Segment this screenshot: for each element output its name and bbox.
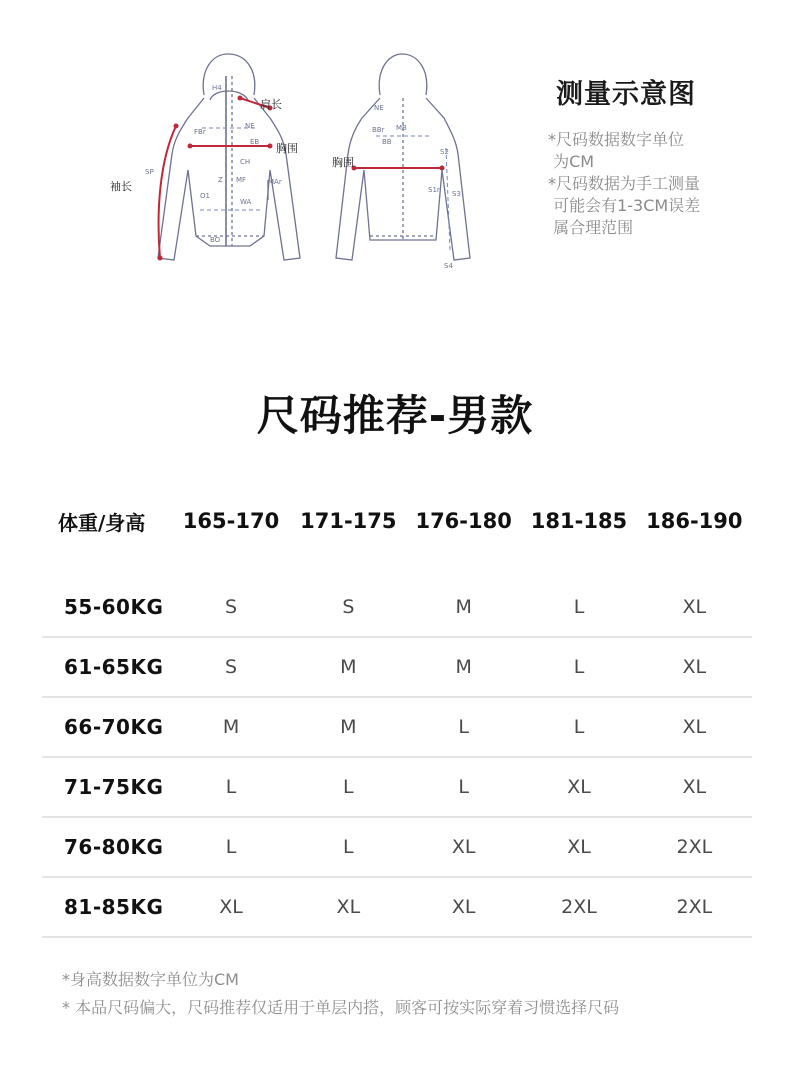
size-cell: M xyxy=(455,596,472,618)
table-row xyxy=(42,878,752,938)
size-cell: L xyxy=(573,716,585,738)
svg-text:S3: S3 xyxy=(452,190,461,198)
measurement-diagram xyxy=(100,40,480,280)
header-height: 186-190 xyxy=(646,509,743,533)
size-cell: M xyxy=(455,656,472,678)
size-cell: L xyxy=(458,776,469,798)
size-cell: M xyxy=(222,716,240,738)
chest-label-front: 胸围 xyxy=(276,142,298,155)
row-weight: 81-85KG xyxy=(64,895,164,919)
svg-text:BBr: BBr xyxy=(372,126,385,134)
table-body xyxy=(42,578,752,938)
row-weight: 66-70KG xyxy=(64,715,164,739)
legend-note: *尺码数据数字单位 xyxy=(548,130,685,149)
table-row xyxy=(42,758,752,818)
table-row xyxy=(42,578,752,638)
size-cell: L xyxy=(458,716,469,738)
size-cell: 2XL xyxy=(676,836,713,858)
size-cell: XL xyxy=(682,656,707,678)
footnotes xyxy=(62,966,619,1022)
svg-text:O1: O1 xyxy=(200,192,210,200)
page-title: 尺码推荐-男款 xyxy=(256,391,534,440)
svg-text:BO: BO xyxy=(210,236,221,244)
size-cell: S xyxy=(342,596,355,618)
shoulder-label: 肩长 xyxy=(260,98,282,111)
size-cell: XL xyxy=(682,596,707,618)
svg-text:MF: MF xyxy=(236,176,247,184)
legend xyxy=(548,72,778,239)
size-cell: L xyxy=(573,596,585,618)
svg-text:NE: NE xyxy=(374,104,384,112)
header-height: 171-175 xyxy=(300,509,397,533)
svg-text:Z: Z xyxy=(218,176,223,184)
size-cell: L xyxy=(225,836,237,858)
svg-text:S1r: S1r xyxy=(428,186,440,194)
svg-text:H4: H4 xyxy=(212,84,222,92)
header-height: 181-185 xyxy=(530,509,628,533)
size-cell: XL xyxy=(567,836,591,858)
table-row xyxy=(42,698,752,758)
legend-notes xyxy=(548,129,778,239)
svg-text:SP: SP xyxy=(145,168,154,176)
footnote: * 本品尺码偏大，尺码推荐仅适用于单层内搭，顾客可按实际穿着习惯选择尺码 xyxy=(62,998,620,1017)
size-cell: L xyxy=(343,776,354,798)
size-cell: M xyxy=(340,716,357,738)
size-table xyxy=(42,500,752,938)
svg-text:MB: MB xyxy=(396,124,407,132)
svg-text:EB: EB xyxy=(250,138,260,146)
svg-text:NE: NE xyxy=(245,122,255,130)
size-cell: XL xyxy=(682,716,707,738)
sleeve-label: 袖长 xyxy=(110,180,132,193)
size-cell: XL xyxy=(451,836,476,858)
table-header xyxy=(42,500,752,542)
row-weight: 76-80KG xyxy=(64,835,164,859)
legend-note: 为CM xyxy=(548,152,595,171)
header-height: 176-180 xyxy=(415,509,512,533)
svg-text:BB: BB xyxy=(382,138,392,146)
svg-text:MAr: MAr xyxy=(268,178,282,186)
row-weight: 55-60KG xyxy=(64,595,164,619)
size-cell: XL xyxy=(451,896,476,918)
row-weight: 71-75KG xyxy=(64,775,164,799)
size-cell: S xyxy=(225,656,238,678)
legend-note: 属合理范围 xyxy=(548,218,634,237)
svg-text:CH: CH xyxy=(240,158,251,166)
row-weight: 61-65KG xyxy=(64,655,164,679)
footnote: *身高数据数字单位为CM xyxy=(62,970,239,989)
size-cell: S xyxy=(225,596,238,618)
size-cell: 2XL xyxy=(561,896,597,918)
size-cell: L xyxy=(225,776,237,798)
jacket-sketch xyxy=(100,40,480,280)
svg-text:S4: S4 xyxy=(444,262,453,270)
size-cell: M xyxy=(340,656,357,678)
size-cell: L xyxy=(343,836,354,858)
size-cell: XL xyxy=(682,776,707,798)
size-cell: 2XL xyxy=(676,896,713,918)
size-cell: XL xyxy=(219,896,243,918)
legend-note: *尺码数据为手工测量 xyxy=(548,174,701,193)
header-height: 165-170 xyxy=(182,509,280,533)
header-weight-height: 体重/身高 xyxy=(58,510,146,535)
table-row xyxy=(42,638,752,698)
legend-title: 测量示意图 xyxy=(556,79,696,110)
size-cell: XL xyxy=(567,776,591,798)
svg-text:FBr: FBr xyxy=(194,128,206,136)
legend-note: 可能会有1-3CM误差 xyxy=(548,196,701,215)
table-row xyxy=(42,818,752,878)
svg-text:WA: WA xyxy=(240,198,252,206)
size-cell: XL xyxy=(336,896,361,918)
svg-text:S2: S2 xyxy=(440,148,449,156)
chest-label-back: 胸围 xyxy=(332,156,354,169)
size-cell: L xyxy=(573,656,585,678)
